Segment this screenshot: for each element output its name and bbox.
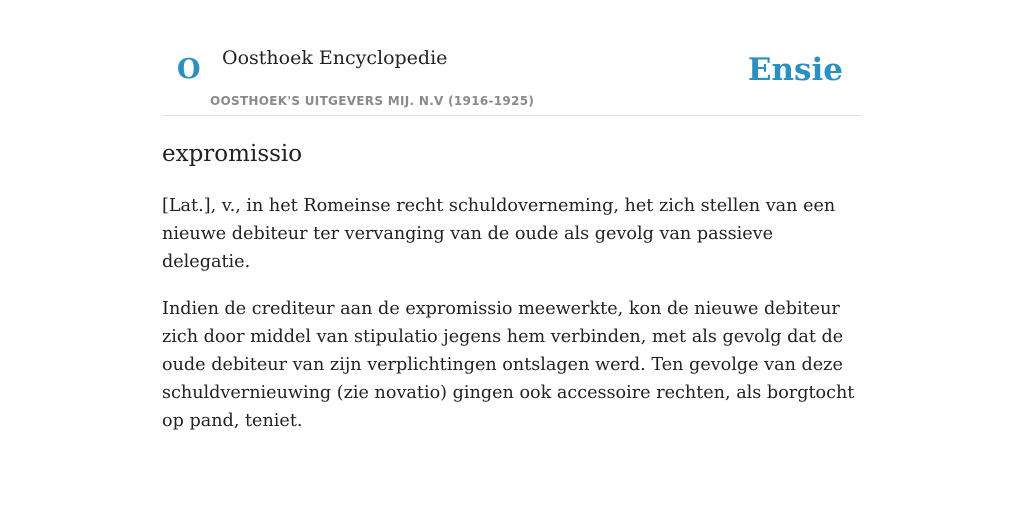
site-title-link[interactable]: Oosthoek Encyclopedie (222, 47, 448, 69)
article (162, 138, 862, 435)
body-paragraph: Indien de crediteur aan de expromissio meewerkte, kon de nieuwe debiteur zich door middel van stipulatio jegens hem verbinden, met als gevolg dat de oude debiteur van zijn verplichtingen ontslagen werd. Ten gevolge van deze schuldvernieuwing (zie novatio) gingen ook accessoire rechten, als borgtocht op pand, teniet. (162, 299, 855, 431)
site-header (162, 34, 862, 116)
entry-title: expromissio (162, 141, 303, 167)
ensie-brand-link[interactable]: Ensie (747, 52, 843, 88)
definition-paragraph: [Lat.], v., in het Romeinse recht schuldoverneming, het zich stellen van een nieuwe debiteur ter vervanging van de oude als gevolg van passieve delegatie. (162, 196, 836, 272)
publisher-subtitle: OOSTHOEK'S UITGEVERS MIJ. N.V (1916-1925) (210, 94, 535, 108)
site-logo-icon[interactable]: O (177, 54, 201, 85)
